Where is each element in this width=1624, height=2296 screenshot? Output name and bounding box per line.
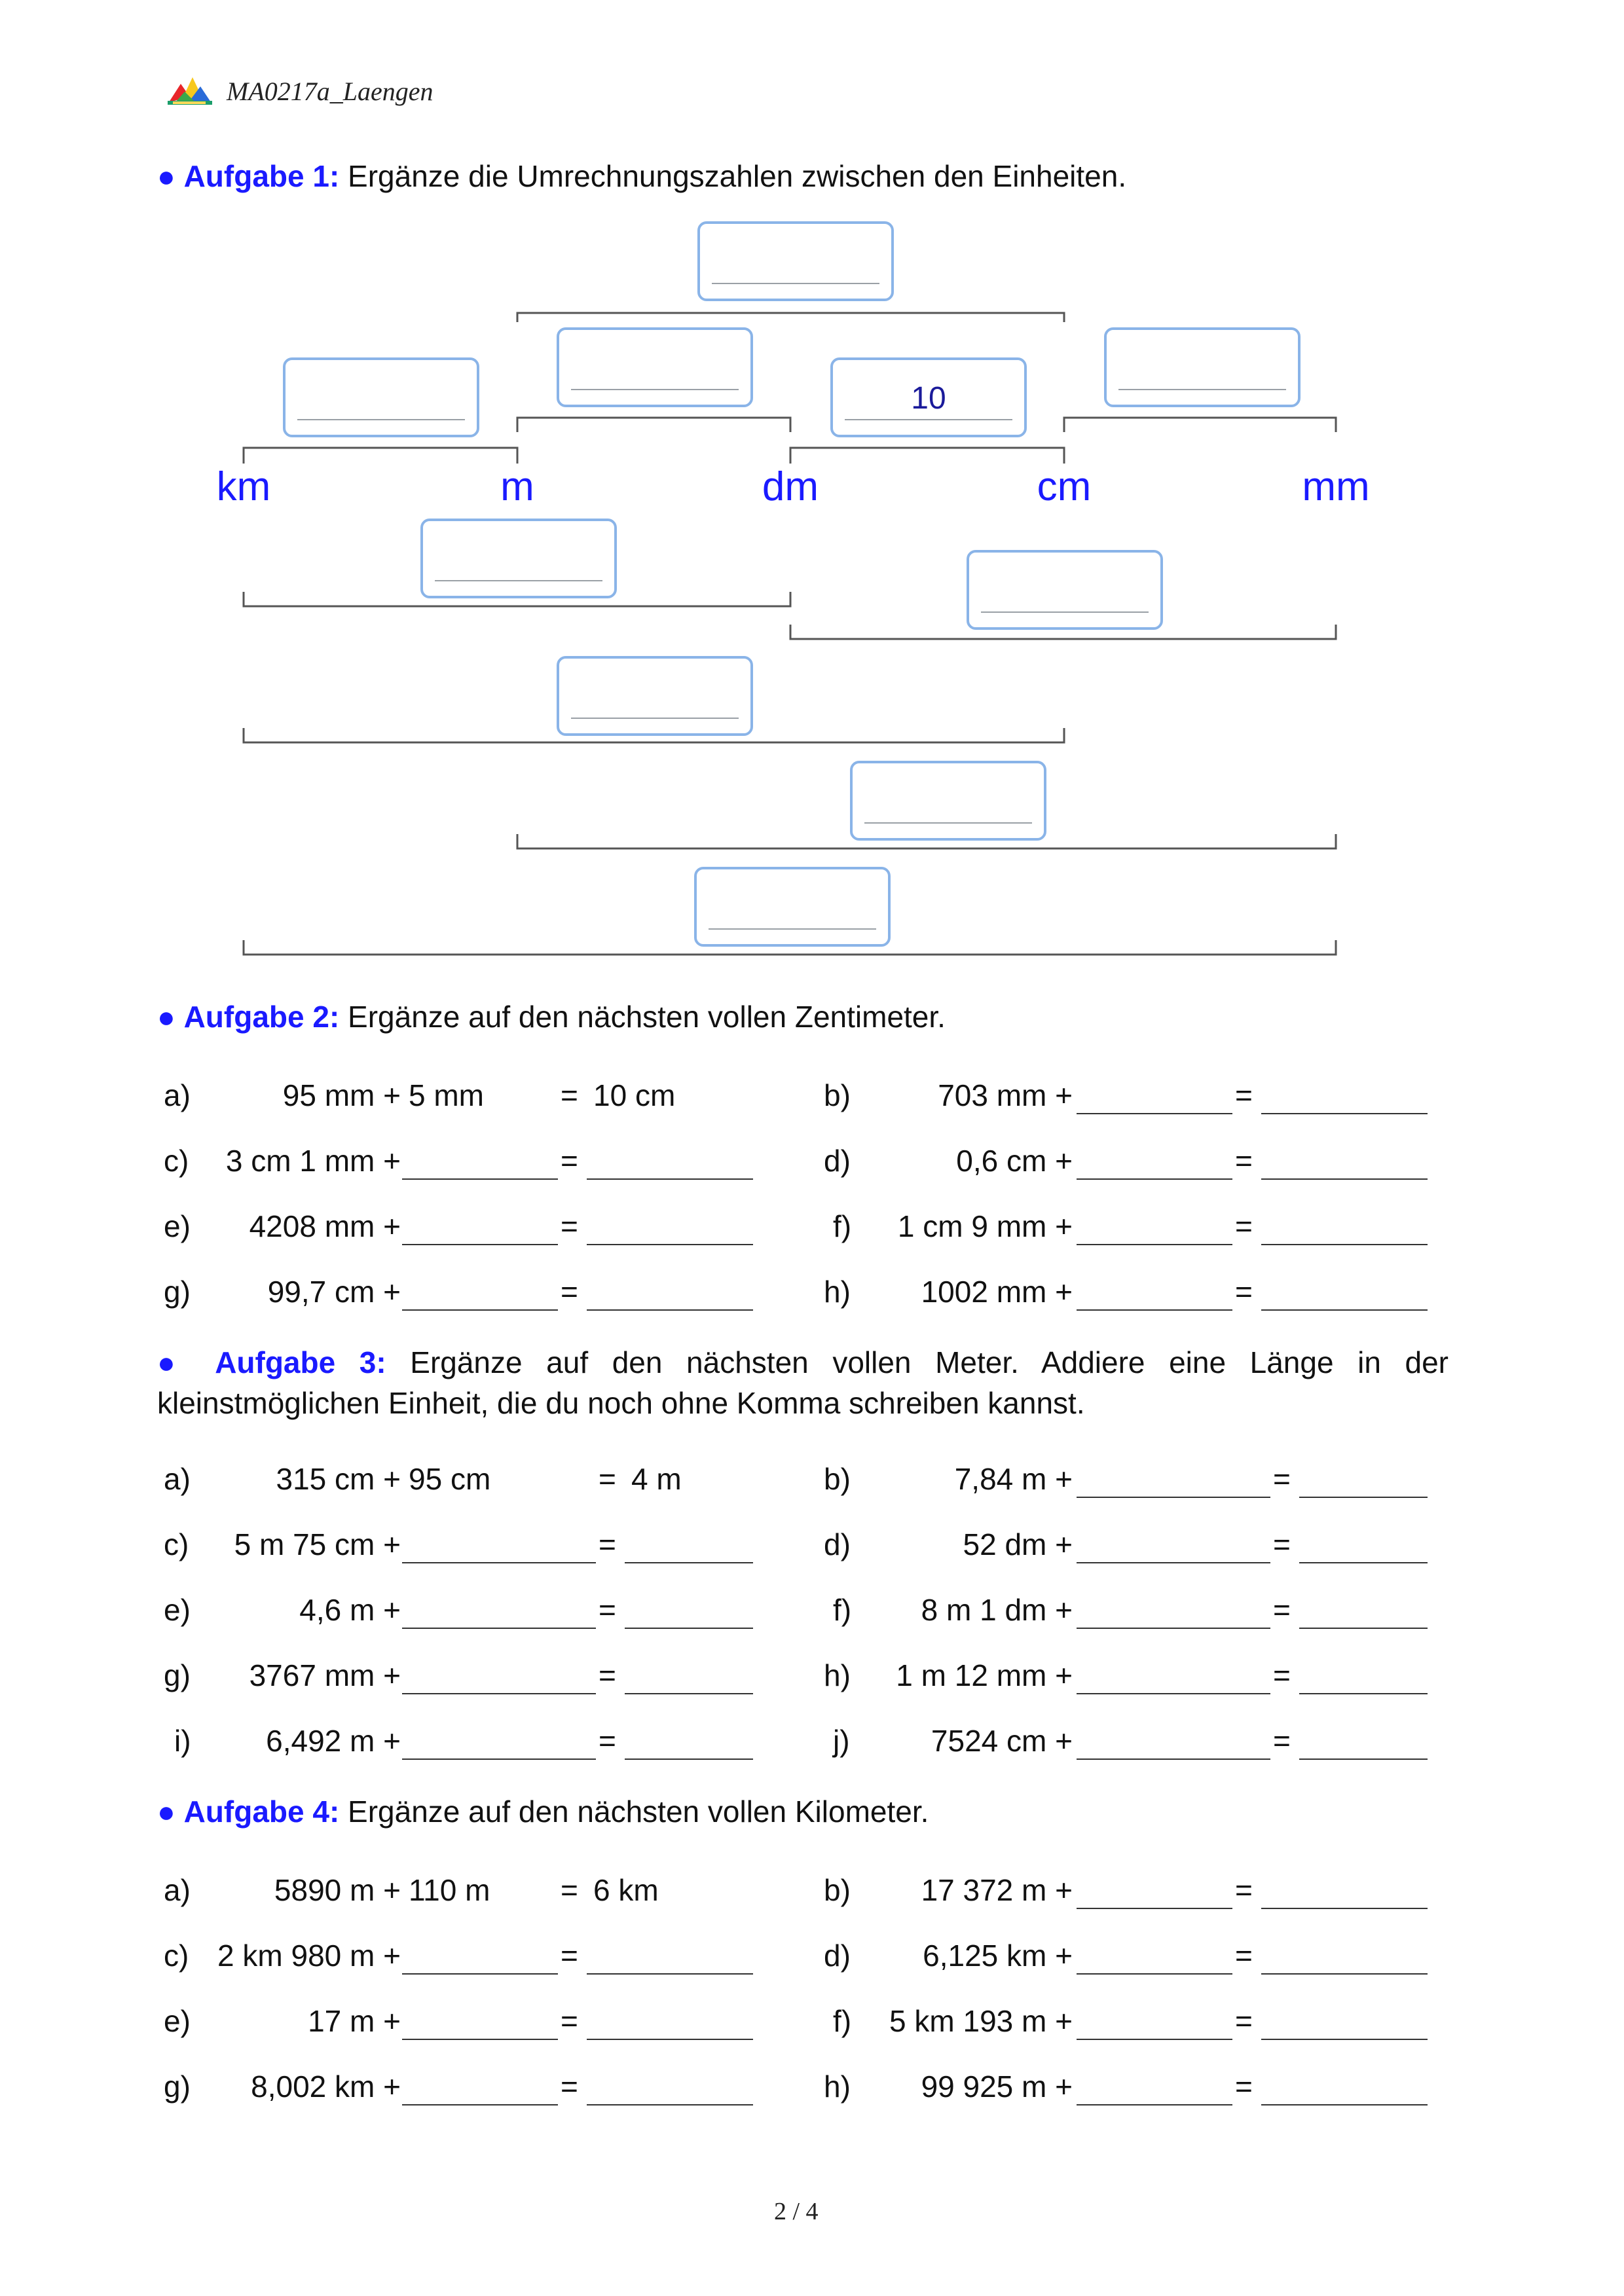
task2-instruction: Ergänze auf den nächsten vollen Zentimeter. (348, 1000, 946, 1034)
addend-blank[interactable] (402, 1693, 596, 1694)
addend-blank[interactable] (1077, 1497, 1270, 1498)
result-blank[interactable] (587, 2039, 753, 2040)
exercise-letter: i) (174, 1724, 191, 1758)
task4-label: Aufgabe 4: (183, 1795, 340, 1829)
exercise-letter: c) (164, 1527, 189, 1561)
task3-instruction: Ergänze auf den nächsten vollen Meter. Addiere eine Länge in der kleinstmöglichen Einheit, die du noch ohne Komma schreiben kannst. (157, 1345, 1449, 1420)
result-blank[interactable] (1261, 1178, 1428, 1180)
addend-blank[interactable] (402, 1562, 596, 1563)
exercise-letter: h) (824, 2069, 851, 2104)
exercise-expression: 95 mm + (282, 1078, 401, 1112)
equals-sign: = (1273, 1658, 1291, 1692)
exercise-letter: f) (833, 1593, 852, 1627)
equals-sign: = (1235, 1078, 1253, 1112)
bullet: ● (157, 1000, 175, 1034)
addend-blank[interactable] (1077, 1628, 1270, 1629)
result-blank[interactable] (587, 1309, 753, 1311)
exercise-letter: a) (164, 1462, 191, 1496)
addend-blank[interactable] (402, 1309, 558, 1311)
bullet: ● (157, 1795, 175, 1829)
answer-box-km-cm[interactable] (557, 656, 753, 736)
exercise-expression: 99 925 m + (921, 2069, 1073, 2104)
exercise-letter: g) (164, 1658, 191, 1692)
result-blank[interactable] (587, 1178, 753, 1180)
addend-blank[interactable] (402, 1244, 558, 1245)
result-blank[interactable] (1261, 2104, 1428, 2105)
exercise-expression: 4,6 m + (299, 1593, 401, 1627)
given-value: 10 (911, 381, 946, 416)
equals-sign: = (599, 1724, 616, 1758)
addend-blank[interactable] (1077, 2104, 1232, 2105)
answer-box-dm-cm[interactable] (830, 357, 1027, 437)
exercise-letter: e) (164, 1209, 191, 1243)
exercise-letter: e) (164, 2004, 191, 2038)
result-blank[interactable] (625, 1758, 753, 1760)
answer-box-m-mm[interactable] (850, 761, 1046, 841)
exercise-expression: 8,002 km + (251, 2069, 401, 2104)
unit-km: km (216, 464, 271, 509)
bullet: ● (157, 1345, 191, 1379)
bracket-cm-mm (1064, 418, 1336, 432)
exercise-expression: 315 cm + (276, 1462, 401, 1496)
exercise-expression: 6,492 m + (266, 1724, 401, 1758)
equals-sign: = (1235, 1873, 1253, 1907)
equals-sign: = (1273, 1527, 1291, 1561)
exercise-result: 10 cm (593, 1078, 676, 1112)
result-blank[interactable] (1299, 1628, 1428, 1629)
result-blank[interactable] (1261, 1244, 1428, 1245)
addend-blank[interactable] (1077, 1973, 1232, 1975)
equals-sign: = (561, 2004, 578, 2038)
equals-sign: = (1273, 1462, 1291, 1496)
equals-sign: = (1235, 1275, 1253, 1309)
unit-m: m (500, 464, 534, 509)
equals-sign: = (561, 1939, 578, 1973)
exercise-letter: j) (833, 1724, 850, 1758)
bracket-km-m (244, 448, 517, 464)
equals-sign: = (561, 1209, 578, 1243)
exercise-expression: 8 m 1 dm + (921, 1593, 1073, 1627)
exercise-expression: 17 372 m + (921, 1873, 1073, 1907)
addend-blank[interactable] (402, 2039, 558, 2040)
exercise-addend: 110 m (409, 1873, 490, 1907)
equals-sign: = (599, 1658, 616, 1692)
exercise-expression: 1 m 12 mm + (896, 1658, 1073, 1692)
bracket-m-cm (517, 313, 1064, 322)
answer-box-cm-mm[interactable] (1104, 327, 1301, 407)
equals-sign: = (561, 1078, 578, 1112)
exercise-expression: 7,84 m + (954, 1462, 1073, 1496)
addend-blank[interactable] (1077, 1908, 1232, 1909)
exercise-letter: f) (833, 1209, 852, 1243)
addend-blank[interactable] (1077, 1113, 1232, 1114)
addend-blank[interactable] (1077, 1562, 1270, 1563)
equals-sign: = (1235, 1939, 1253, 1973)
exercise-addend: 95 cm (409, 1462, 491, 1496)
equals-sign: = (1235, 2004, 1253, 2038)
equals-sign: = (1235, 1144, 1253, 1178)
exercise-letter: a) (164, 1078, 191, 1112)
equals-sign: = (1273, 1724, 1291, 1758)
addend-blank[interactable] (1077, 1244, 1232, 1245)
task1-instruction: Ergänze die Umrechnungszahlen zwischen den Einheiten. (348, 159, 1127, 193)
equals-sign: = (1235, 1209, 1253, 1243)
exercise-expression: 4208 mm + (249, 1209, 401, 1243)
equals-sign: = (561, 1275, 578, 1309)
result-blank[interactable] (1299, 1758, 1428, 1760)
task3-label: Aufgabe 3: (215, 1345, 386, 1379)
exercise-expression: 1002 mm + (921, 1275, 1073, 1309)
exercise-expression: 6,125 km + (923, 1939, 1073, 1973)
exercise-expression: 0,6 cm + (956, 1144, 1073, 1178)
addend-blank[interactable] (402, 2104, 558, 2105)
equals-sign: = (599, 1593, 616, 1627)
equals-sign: = (599, 1527, 616, 1561)
addend-blank[interactable] (402, 1758, 596, 1760)
page-number: 2 / 4 (774, 2198, 819, 2225)
result-blank[interactable] (1261, 2039, 1428, 2040)
exercise-expression: 52 dm + (963, 1527, 1073, 1561)
exercise-expression: 99,7 cm + (267, 1275, 401, 1309)
exercise-expression: 17 m + (308, 2004, 401, 2038)
exercise-expression: 7524 cm + (931, 1724, 1073, 1758)
addend-blank[interactable] (1077, 1758, 1270, 1760)
equals-sign: = (1235, 2069, 1253, 2104)
bracket-m-dm (517, 418, 790, 432)
exercise-letter: d) (824, 1939, 851, 1973)
exercise-expression: 5 km 193 m + (889, 2004, 1073, 2038)
exercise-letter: e) (164, 1593, 191, 1627)
result-blank[interactable] (1261, 1113, 1428, 1114)
result-blank[interactable] (1299, 1497, 1428, 1498)
exercise-letter: a) (164, 1873, 191, 1907)
addend-blank[interactable] (1077, 2039, 1232, 2040)
answer-box-m-dm[interactable] (557, 327, 753, 407)
task4-instruction: Ergänze auf den nächsten vollen Kilometer. (348, 1795, 929, 1829)
exercise-result: 6 km (593, 1873, 659, 1907)
addend-blank[interactable] (1077, 1178, 1232, 1180)
bracket-dm-cm (790, 448, 1064, 464)
addend-blank[interactable] (402, 1178, 558, 1180)
result-blank[interactable] (1299, 1693, 1428, 1694)
addend-blank[interactable] (402, 1973, 558, 1975)
answer-box-dm-mm[interactable] (967, 550, 1163, 630)
unit-mm: mm (1302, 464, 1370, 509)
task1-label: Aufgabe 1: (183, 159, 340, 193)
answer-box-km-mm[interactable] (694, 867, 891, 947)
answer-box-km-dm[interactable] (420, 519, 617, 598)
exercise-letter: b) (824, 1873, 851, 1907)
exercise-result: 4 m (631, 1462, 682, 1496)
result-blank[interactable] (587, 1973, 753, 1975)
result-blank[interactable] (625, 1628, 753, 1629)
exercise-expression: 2 km 980 m + (217, 1939, 401, 1973)
result-blank[interactable] (625, 1693, 753, 1694)
exercise-letter: d) (824, 1527, 851, 1561)
addend-blank[interactable] (1077, 1309, 1232, 1311)
exercise-letter: h) (824, 1658, 851, 1692)
exercise-letter: c) (164, 1144, 189, 1178)
result-blank[interactable] (587, 1244, 753, 1245)
result-blank[interactable] (1261, 1973, 1428, 1975)
equals-sign: = (599, 1462, 616, 1496)
exercise-letter: c) (164, 1939, 189, 1973)
answer-box-km-m[interactable] (283, 357, 479, 437)
result-blank[interactable] (1261, 1309, 1428, 1311)
exercise-letter: h) (824, 1275, 851, 1309)
exercise-expression: 1 cm 9 mm + (897, 1209, 1073, 1243)
result-blank[interactable] (625, 1562, 753, 1563)
exercise-expression: 3767 mm + (249, 1658, 401, 1692)
exercise-letter: f) (833, 2004, 852, 2038)
task3-heading (157, 1342, 1449, 1423)
exercise-letter: b) (824, 1462, 851, 1496)
task2-heading (157, 999, 946, 1034)
equals-sign: = (561, 1873, 578, 1907)
exercise-letter: d) (824, 1144, 851, 1178)
result-blank[interactable] (1299, 1562, 1428, 1563)
equals-sign: = (561, 1144, 578, 1178)
bullet: ● (157, 159, 175, 193)
exercise-addend: 5 mm (409, 1078, 484, 1112)
addend-blank[interactable] (1077, 1693, 1270, 1694)
exercise-letter: b) (824, 1078, 851, 1112)
exercise-letter: g) (164, 1275, 191, 1309)
exercise-expression: 703 mm + (938, 1078, 1073, 1112)
exercise-expression: 5 m 75 cm + (234, 1527, 401, 1561)
task4-heading (157, 1794, 929, 1829)
task2-label: Aufgabe 2: (183, 1000, 340, 1034)
exercise-letter: g) (164, 2069, 191, 2104)
equals-sign: = (1273, 1593, 1291, 1627)
equals-sign: = (561, 2069, 578, 2104)
exercise-expression: 5890 m + (274, 1873, 401, 1907)
answer-box-m-cm[interactable] (697, 221, 894, 301)
unit-cm: cm (1037, 464, 1092, 509)
unit-dm: dm (762, 464, 819, 509)
result-blank[interactable] (587, 2104, 753, 2105)
addend-blank[interactable] (402, 1628, 596, 1629)
exercise-expression: 3 cm 1 mm + (225, 1144, 401, 1178)
result-blank[interactable] (1261, 1908, 1428, 1909)
document-title: MA0217a_Laengen (227, 77, 434, 106)
